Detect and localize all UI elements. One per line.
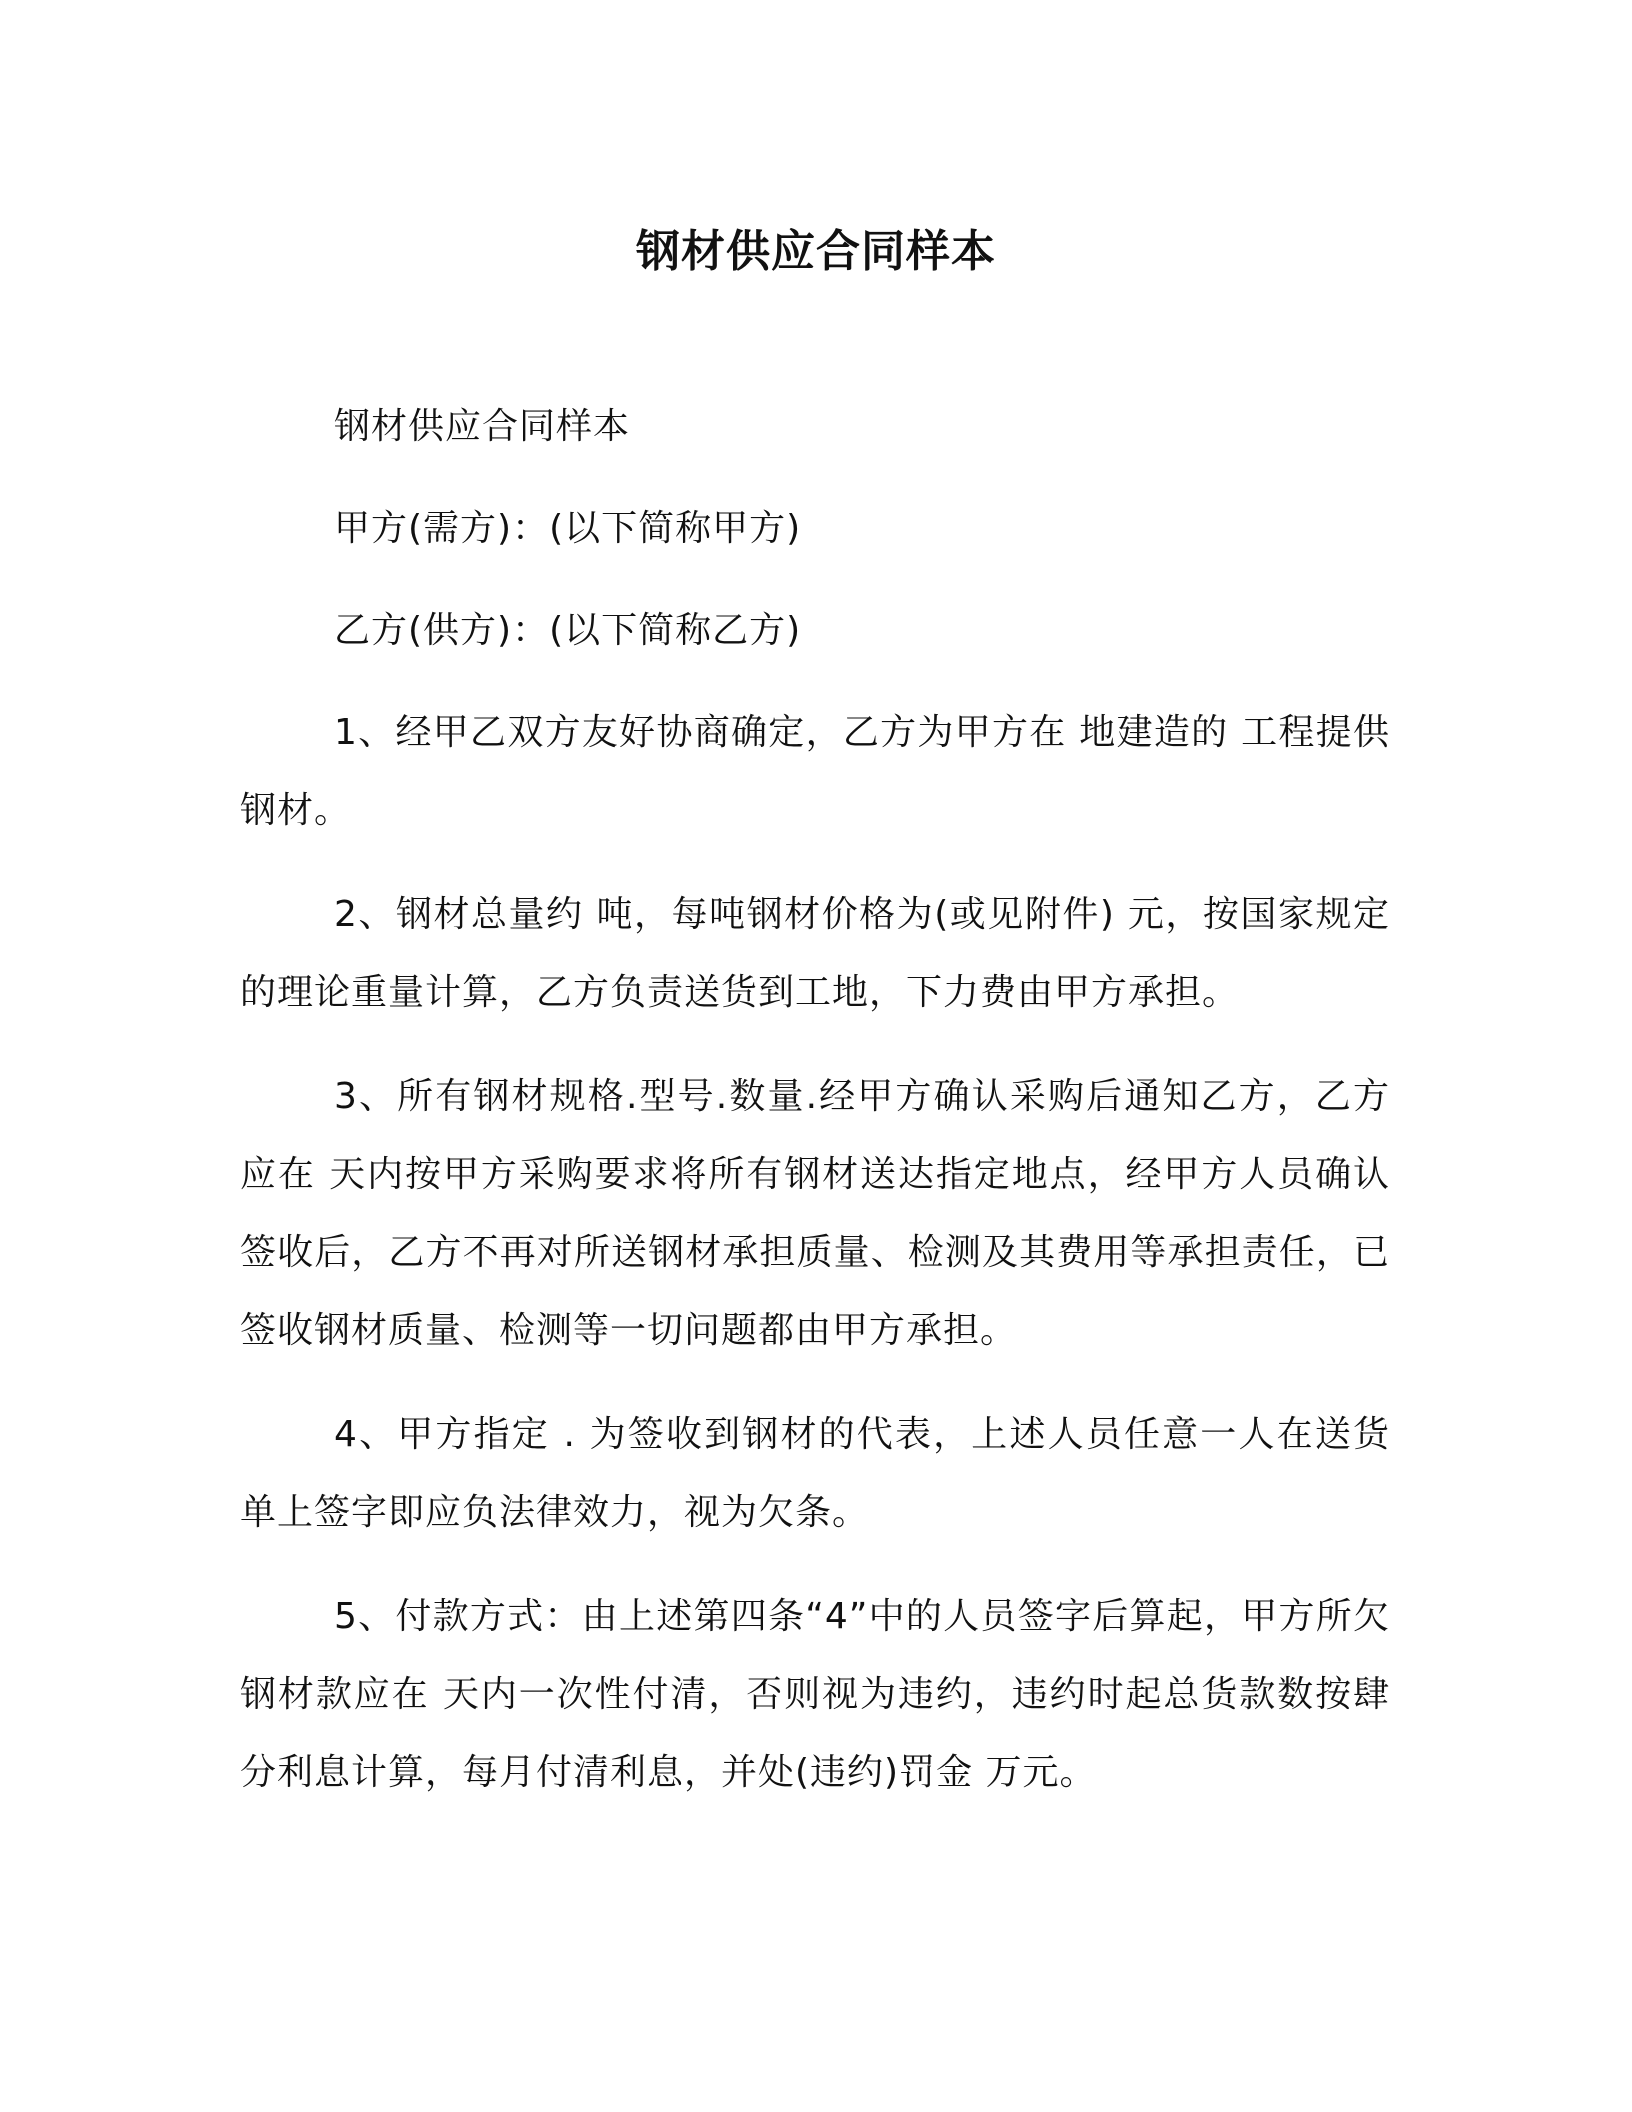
paragraph-clause-3: 3、所有钢材规格.型号.数量.经甲方确认采购后通知乙方，乙方应在 天内按甲方采购要求将所有钢材送达指定地点，经甲方人员确认签收后，乙方不再对所送钢材承担质量、检测及其费用等承担责任，已签收钢材质量、检测等一切问题都由甲方承担。 bbox=[240, 1076, 1390, 1351]
document-body bbox=[240, 388, 1390, 1838]
paragraph-party-a: 甲方(需方)：(以下简称甲方) bbox=[334, 508, 802, 549]
paragraph-clause-1: 1、经甲乙双方友好协商确定，乙方为甲方在 地建造的 工程提供钢材。 bbox=[240, 712, 1390, 831]
paragraph-party-b: 乙方(供方)：(以下简称乙方) bbox=[334, 610, 802, 651]
paragraph-clause-2: 2、钢材总量约 吨，每吨钢材价格为(或见附件) 元，按国家规定的理论重量计算，乙方负责送货到工地，下力费由甲方承担。 bbox=[240, 894, 1390, 1013]
paragraph-subtitle: 钢材供应合同样本 bbox=[334, 406, 631, 447]
paragraph-clause-4: 4、甲方指定 . 为签收到钢材的代表，上述人员任意一人在送货单上签字即应负法律效力，视为欠条。 bbox=[240, 1414, 1390, 1533]
paragraph-clause-5: 5、付款方式：由上述第四条“4”中的人员签字后算起，甲方所欠钢材款应在 天内一次性付清，否则视为违约，违约时起总货款数按肆分利息计算，每月付清利息，并处(违约)罚金 万元。 bbox=[240, 1596, 1390, 1793]
document-title: 钢材供应合同样本 bbox=[636, 226, 996, 277]
